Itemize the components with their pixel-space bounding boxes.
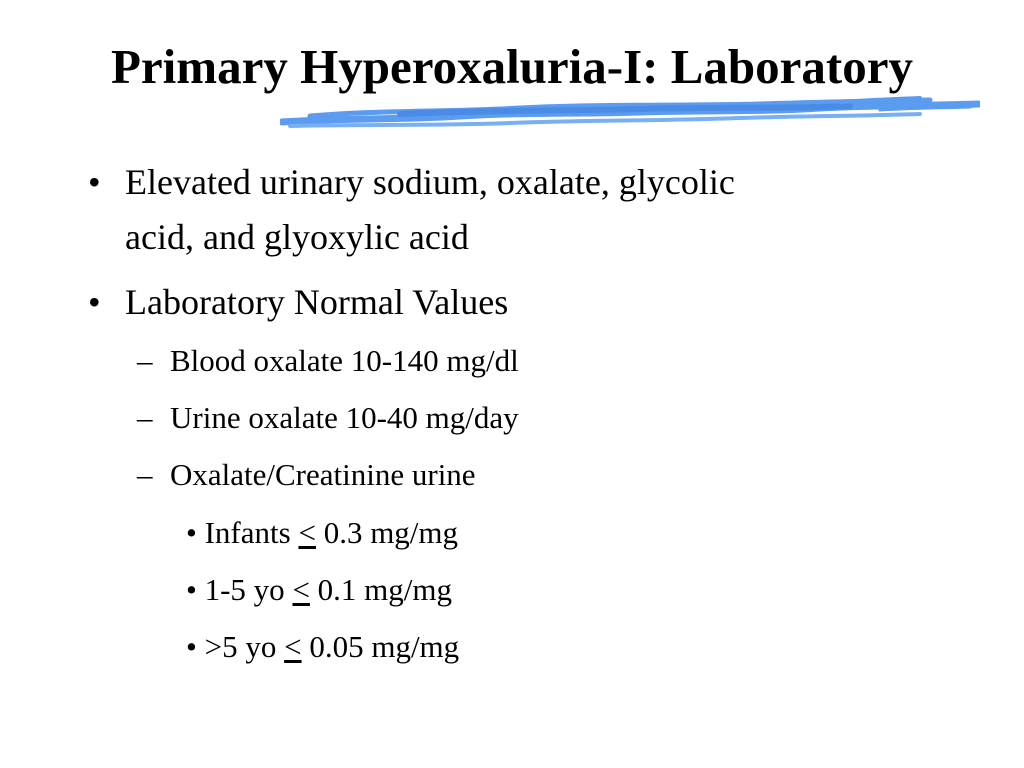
sub-sub-bullet [186, 628, 459, 666]
sub-sub-bullet-value: 0.05 mg/mg [301, 629, 460, 664]
sub-sub-bullet-marker: • [186, 572, 197, 607]
less-than-or-equal-symbol: < [284, 629, 302, 664]
slide-title: Primary Hyperoxaluria-I: Laboratory [110, 39, 914, 94]
bullet-marker: • [88, 282, 101, 322]
sub-sub-bullet-value: 0.1 mg/mg [309, 572, 453, 607]
sub-bullet-marker: – [137, 457, 153, 492]
sub-sub-bullet-value: 0.3 mg/mg [315, 515, 459, 550]
bullet-text: Elevated urinary sodium, oxalate, glycolic [125, 162, 735, 202]
bullet-marker: • [88, 162, 101, 202]
sub-sub-bullet-marker: • [186, 515, 197, 550]
sub-bullet-text: Oxalate/Creatinine urine [170, 457, 476, 492]
less-than-or-equal-symbol: < [298, 515, 316, 550]
sub-sub-bullet-marker: • [186, 629, 197, 664]
sub-bullet-marker: – [137, 400, 153, 435]
sub-sub-bullet-label: >5 yo [204, 629, 285, 664]
bullet-text-continued: acid, and glyoxylic acid [125, 217, 469, 257]
sub-bullet-text: Blood oxalate 10-140 mg/dl [170, 343, 519, 378]
sub-bullet-marker: – [137, 343, 153, 378]
bullet-text: Laboratory Normal Values [125, 282, 509, 322]
less-than-or-equal-symbol: < [292, 572, 310, 607]
sub-sub-bullet [186, 514, 458, 552]
sub-sub-bullet-label: Infants [204, 515, 299, 550]
sub-sub-bullet [186, 571, 452, 609]
sub-bullet-text: Urine oxalate 10-40 mg/day [170, 400, 519, 435]
sub-sub-bullet-label: 1-5 yo [204, 572, 293, 607]
